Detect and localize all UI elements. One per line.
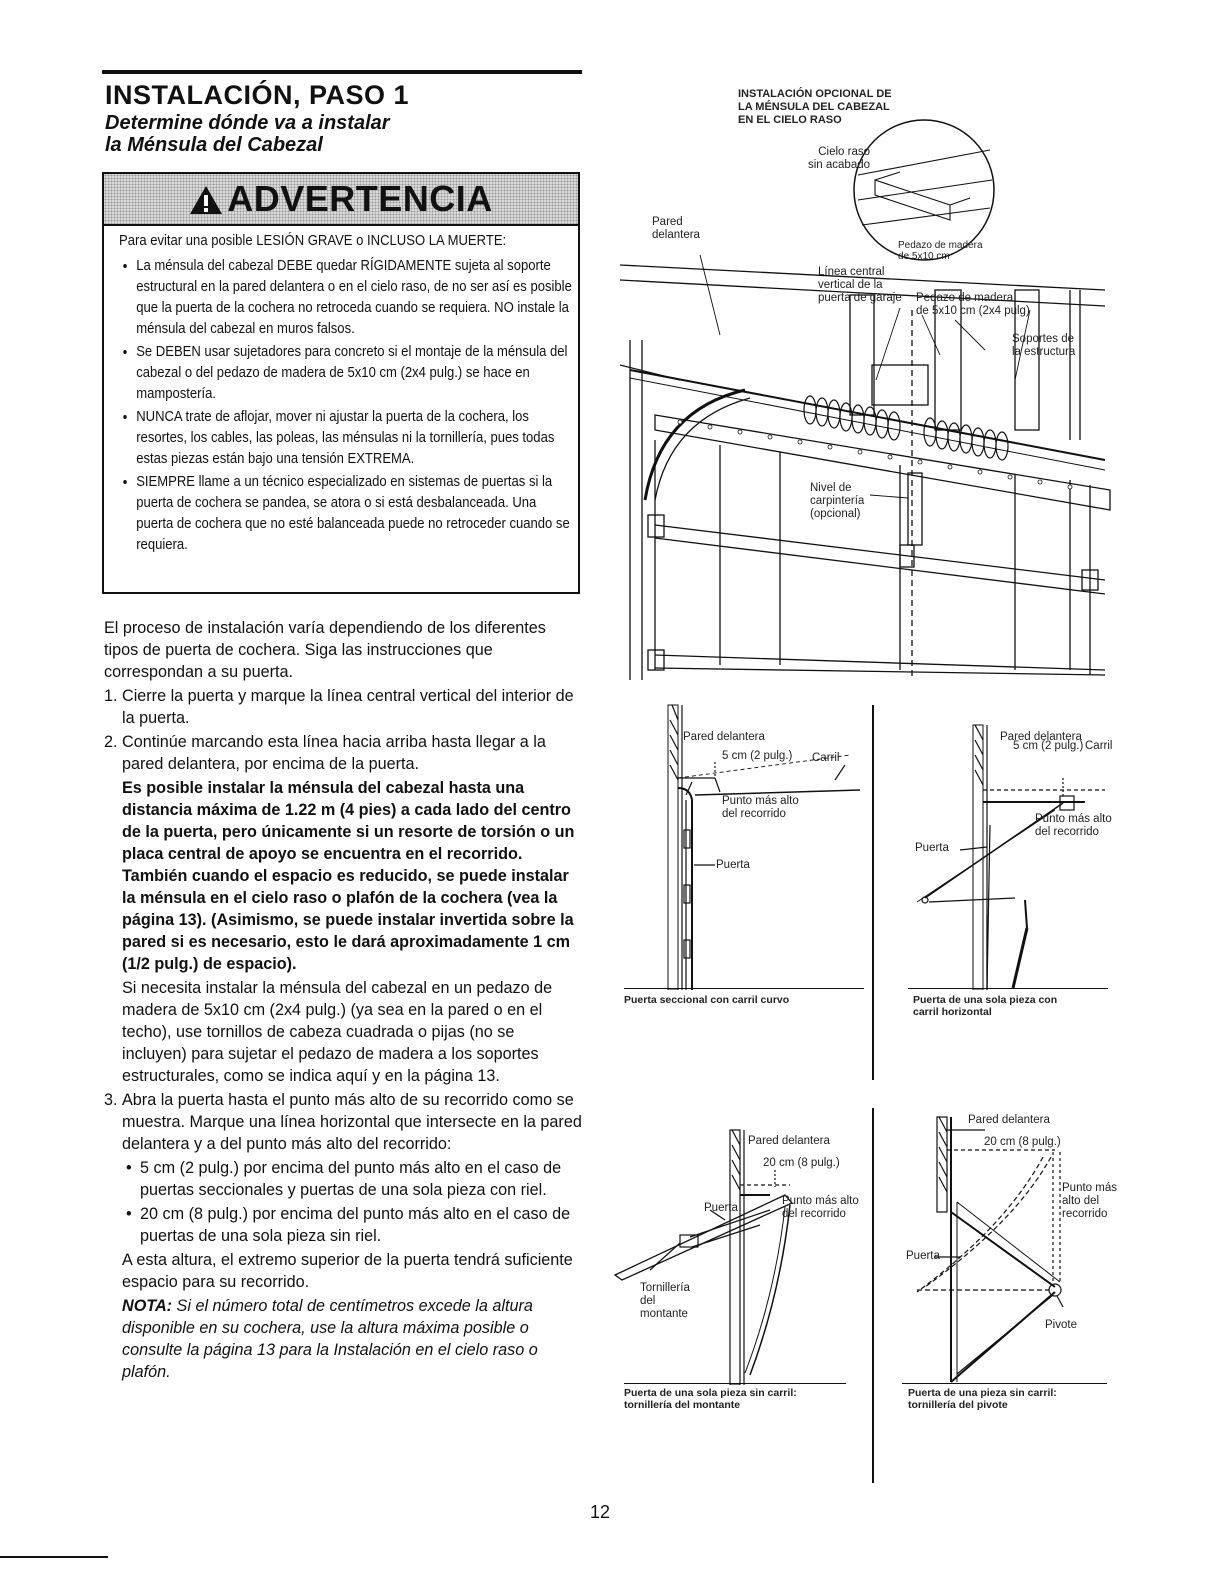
footer-rule — [0, 1556, 108, 1558]
label-line: Punto más alto — [1035, 813, 1112, 825]
fig-b-pared: Pared delantera — [1000, 731, 1082, 743]
fig-a-caption: Puerta seccional con carril curvo — [624, 994, 790, 1006]
fig-una-pieza-sin-carril-pivote — [905, 1112, 1105, 1384]
callout-title — [738, 88, 892, 127]
label-line: Pared — [652, 216, 683, 228]
fig-c-caption-rule — [624, 1383, 846, 1384]
closing-text: A esta altura, el extremo superior de la puerta tendrá suficiente espacio para su recorrido. — [122, 1251, 573, 1291]
subtitle-line-2: la Ménsula del Cabezal — [105, 134, 323, 156]
fig-d-punto — [1062, 1182, 1117, 1221]
warning-title-text: ADVERTENCIA — [227, 178, 493, 219]
step-3-text: 3. Abra la puerta hasta el punto más alto de su recorrido como se muestra. Marque una línea horizontal que intersecte en la pared delantera y a del punto más alto del recorrido: — [122, 1091, 582, 1153]
label-line: carpintería — [810, 495, 865, 507]
step-3 — [122, 1089, 582, 1383]
caption-line: Puerta de una sola pieza sin carril: — [624, 1387, 797, 1399]
fig-d-caption — [908, 1387, 1057, 1411]
fig-b-carril: Carril — [1085, 740, 1113, 752]
warning-item: • Se DEBEN usar sujetadores para concreto si el montaje de la ménsula del cabezal o del pedazo de madera de 5x10 cm (2x4 pulg.) se hace en mampostería. — [136, 341, 574, 404]
warning-item: • SIEMPRE llame a un técnico especializado en sistemas de puertas si la puerta de cochera se pandea, se atora o si está desbalanceada. Una puerta de cochera que no esté balanceada puede no retroceder cuando se requiera. — [136, 471, 574, 555]
callout-title-line: LA MÉNSULA DEL CABEZAL — [738, 101, 890, 113]
warning-item: • La ménsula del cabezal DEBE quedar RÍGIDAMENTE sujeta al soporte estructural en la pared delantera o en el cielo raso, de no ser así es posible que la puerta de la cochera no retroceda cuando se requiera. NO instale la ménsula del cabezal en muros falsos. — [136, 255, 574, 339]
warning-item: • NUNCA trate de aflojar, mover ni ajustar la puerta de la cochera, los resortes, los cables, las poleas, las ménsulas ni la tornillería, pues todas estas piezas están bajo una tensión EXTREMA. — [136, 406, 574, 469]
fig-c-punto — [782, 1195, 859, 1221]
fig-a-punto — [722, 795, 799, 821]
fig-c-caption — [624, 1387, 797, 1411]
fig-c-pared: Pared delantera — [748, 1135, 830, 1147]
fig-a-caption-rule — [624, 988, 864, 989]
garage-door-illustration — [600, 80, 1211, 680]
label-line: del recorrido — [1035, 826, 1099, 838]
fig-b-punto — [1035, 813, 1112, 839]
caption-line: tornillería del pivote — [908, 1399, 1008, 1411]
step-2-bold-note: Es posible instalar la ménsula del cabezal hasta una distancia máxima de 1.22 m (4 pies) a cada lado del centro de la puerta, pero únicamente si un resorte de torsión o un placa central de apoyo se encuentra en el recorrido. También cuando el espacio es reducido, se puede instalar la ménsula en el cielo raso o plafón de la cochera (vea la página 13). (Asimismo, se puede instalar invertida sobre la pared si es necesario, esto le dará aproximadamente 1 cm (1/2 pulg.) de espacio). — [122, 779, 575, 973]
warning-body — [119, 230, 574, 557]
warning-title — [104, 178, 578, 220]
fig-a-carril: Carril — [812, 752, 840, 764]
fig-c-tornilleria — [640, 1282, 690, 1321]
fig-d-puerta: Puerta — [906, 1250, 940, 1262]
label-pedazo-small — [898, 240, 983, 262]
label-line: vertical de la — [818, 279, 883, 291]
warning-list — [119, 255, 574, 555]
label-line: del — [640, 1295, 656, 1307]
fig-una-pieza-carril-horizontal — [895, 720, 1113, 990]
nota-text: Si el número total de centímetros excede la altura disponible en su cochera, use la altura máxima posible o consulte la página 13 para la Instalación en el cielo raso o plafón. — [122, 1297, 538, 1381]
warning-intro: Para evitar una posible LESIÓN GRAVE o INCLUSO LA MUERTE: — [119, 232, 507, 249]
label-line: montante — [640, 1308, 688, 1320]
label-line: del recorrido — [722, 808, 786, 820]
label-line: delantera — [652, 229, 700, 241]
fig-b-puerta: Puerta — [915, 842, 949, 854]
label-soportes — [1012, 333, 1075, 359]
instructions-body — [104, 617, 582, 1385]
fig-d-pivote: Pivote — [1045, 1319, 1077, 1331]
fig-c-puerta: Puerta — [704, 1202, 738, 1214]
label-linea-central — [818, 266, 902, 305]
callout-title-line: INSTALACIÓN OPCIONAL DE — [738, 88, 892, 100]
heading-rule — [102, 70, 582, 74]
fig-b-medida: 5 cm (2 pulg.) — [1013, 740, 1084, 752]
steps-list — [104, 685, 582, 1383]
caption-line: tornillería del montante — [624, 1399, 741, 1411]
fig-d-caption-rule — [902, 1383, 1107, 1384]
fig-a-pared: Pared delantera — [683, 731, 765, 743]
label-line: Tornillería — [640, 1282, 690, 1294]
label-pedazo-madera — [916, 292, 1030, 318]
caption-line: Puerta de una sola pieza con — [913, 994, 1058, 1006]
fig-a-puerta: Puerta — [716, 859, 750, 871]
nota — [122, 1295, 582, 1383]
page-number: 12 — [590, 1502, 611, 1522]
fig-c-medida: 20 cm (8 pulg.) — [763, 1157, 840, 1169]
label-line: Pedazo de madera — [916, 292, 1014, 304]
fig-d-medida: 20 cm (8 pulg.) — [984, 1136, 1061, 1148]
step-2-extra: Si necesita instalar la ménsula del cabezal en un pedazo de madera de 5x10 cm (2x4 pulg.) (ya sea en la pared o en el techo), use tornillos de cabeza cuadrada o pijas (no se incluyen) para sujetar el pedazo de madera a los soportes estructurales, como se indica aquí y en la página 13. — [122, 979, 553, 1085]
page-subtitle — [105, 112, 390, 156]
subtitle-line-1: Determine dónde va a instalar — [105, 112, 390, 134]
page-title: INSTALACIÓN, PASO 1 — [105, 80, 410, 110]
figure-separator — [872, 1108, 874, 1483]
nota-label: NOTA: — [122, 1297, 173, 1315]
label-line: Soportes de — [1012, 333, 1075, 345]
label-line: de 5x10 cm (2x4 pulg) — [916, 305, 1030, 317]
fig-d-pared: Pared delantera — [968, 1114, 1050, 1126]
label-line: puerta de garaje — [818, 292, 902, 304]
label-line: (opcional) — [810, 508, 861, 520]
callout-title-line: EN EL CIELO RASO — [738, 114, 842, 126]
step-1: 1. Cierre la puerta y marque la línea central vertical del interior de la puerta. — [122, 685, 582, 729]
label-line: del recorrido — [782, 1208, 846, 1220]
figure-separator — [872, 705, 874, 1080]
warning-triangle-icon — [189, 185, 223, 215]
label-line: Pedazo de madera — [898, 240, 983, 251]
bullet-20cm: • 20 cm (8 pulg.) por encima del punto más alto en el caso de puertas de una sola pieza sin riel. — [140, 1203, 582, 1247]
label-line: Punto más alto — [722, 795, 799, 807]
fig-b-caption — [913, 994, 1057, 1018]
label-line: Punto más — [1062, 1182, 1117, 1194]
step-2 — [122, 731, 582, 1087]
label-line: recorrido — [1062, 1208, 1108, 1220]
label-nivel — [810, 482, 864, 521]
intro-paragraph: El proceso de instalación varía dependiendo de los diferentes tipos de puerta de cochera. Siga las instrucciones que correspondan a su puerta. — [104, 619, 546, 681]
label-line: Punto más alto — [782, 1195, 859, 1207]
warning-box — [102, 172, 580, 594]
label-line: alto del — [1062, 1195, 1100, 1207]
label-line: Línea central — [818, 266, 885, 278]
label-line: Cielo raso — [818, 146, 871, 158]
caption-line: Puerta de una pieza sin carril: — [908, 1387, 1057, 1399]
label-line: la estructura — [1012, 346, 1076, 358]
caption-line: carril horizontal — [913, 1006, 992, 1018]
step-2-text: 2. Continúe marcando esta línea hacia arriba hasta llegar a la pared delantera, por encima de la puerta. — [122, 733, 546, 773]
label-line: sin acabado — [808, 159, 871, 171]
label-line: Nivel de — [810, 482, 852, 494]
bullet-5cm: • 5 cm (2 pulg.) por encima del punto más alto en el caso de puertas seccionales y puertas de una sola pieza con riel. — [140, 1157, 582, 1201]
label-pared-delantera — [652, 216, 700, 242]
fig-b-caption-rule — [908, 988, 1108, 989]
step-3-bullets — [122, 1157, 582, 1247]
fig-a-medida: 5 cm (2 pulg.) — [722, 750, 793, 762]
label-cielo-raso — [808, 146, 870, 172]
label-line: de 5x10 cm — [898, 251, 950, 262]
